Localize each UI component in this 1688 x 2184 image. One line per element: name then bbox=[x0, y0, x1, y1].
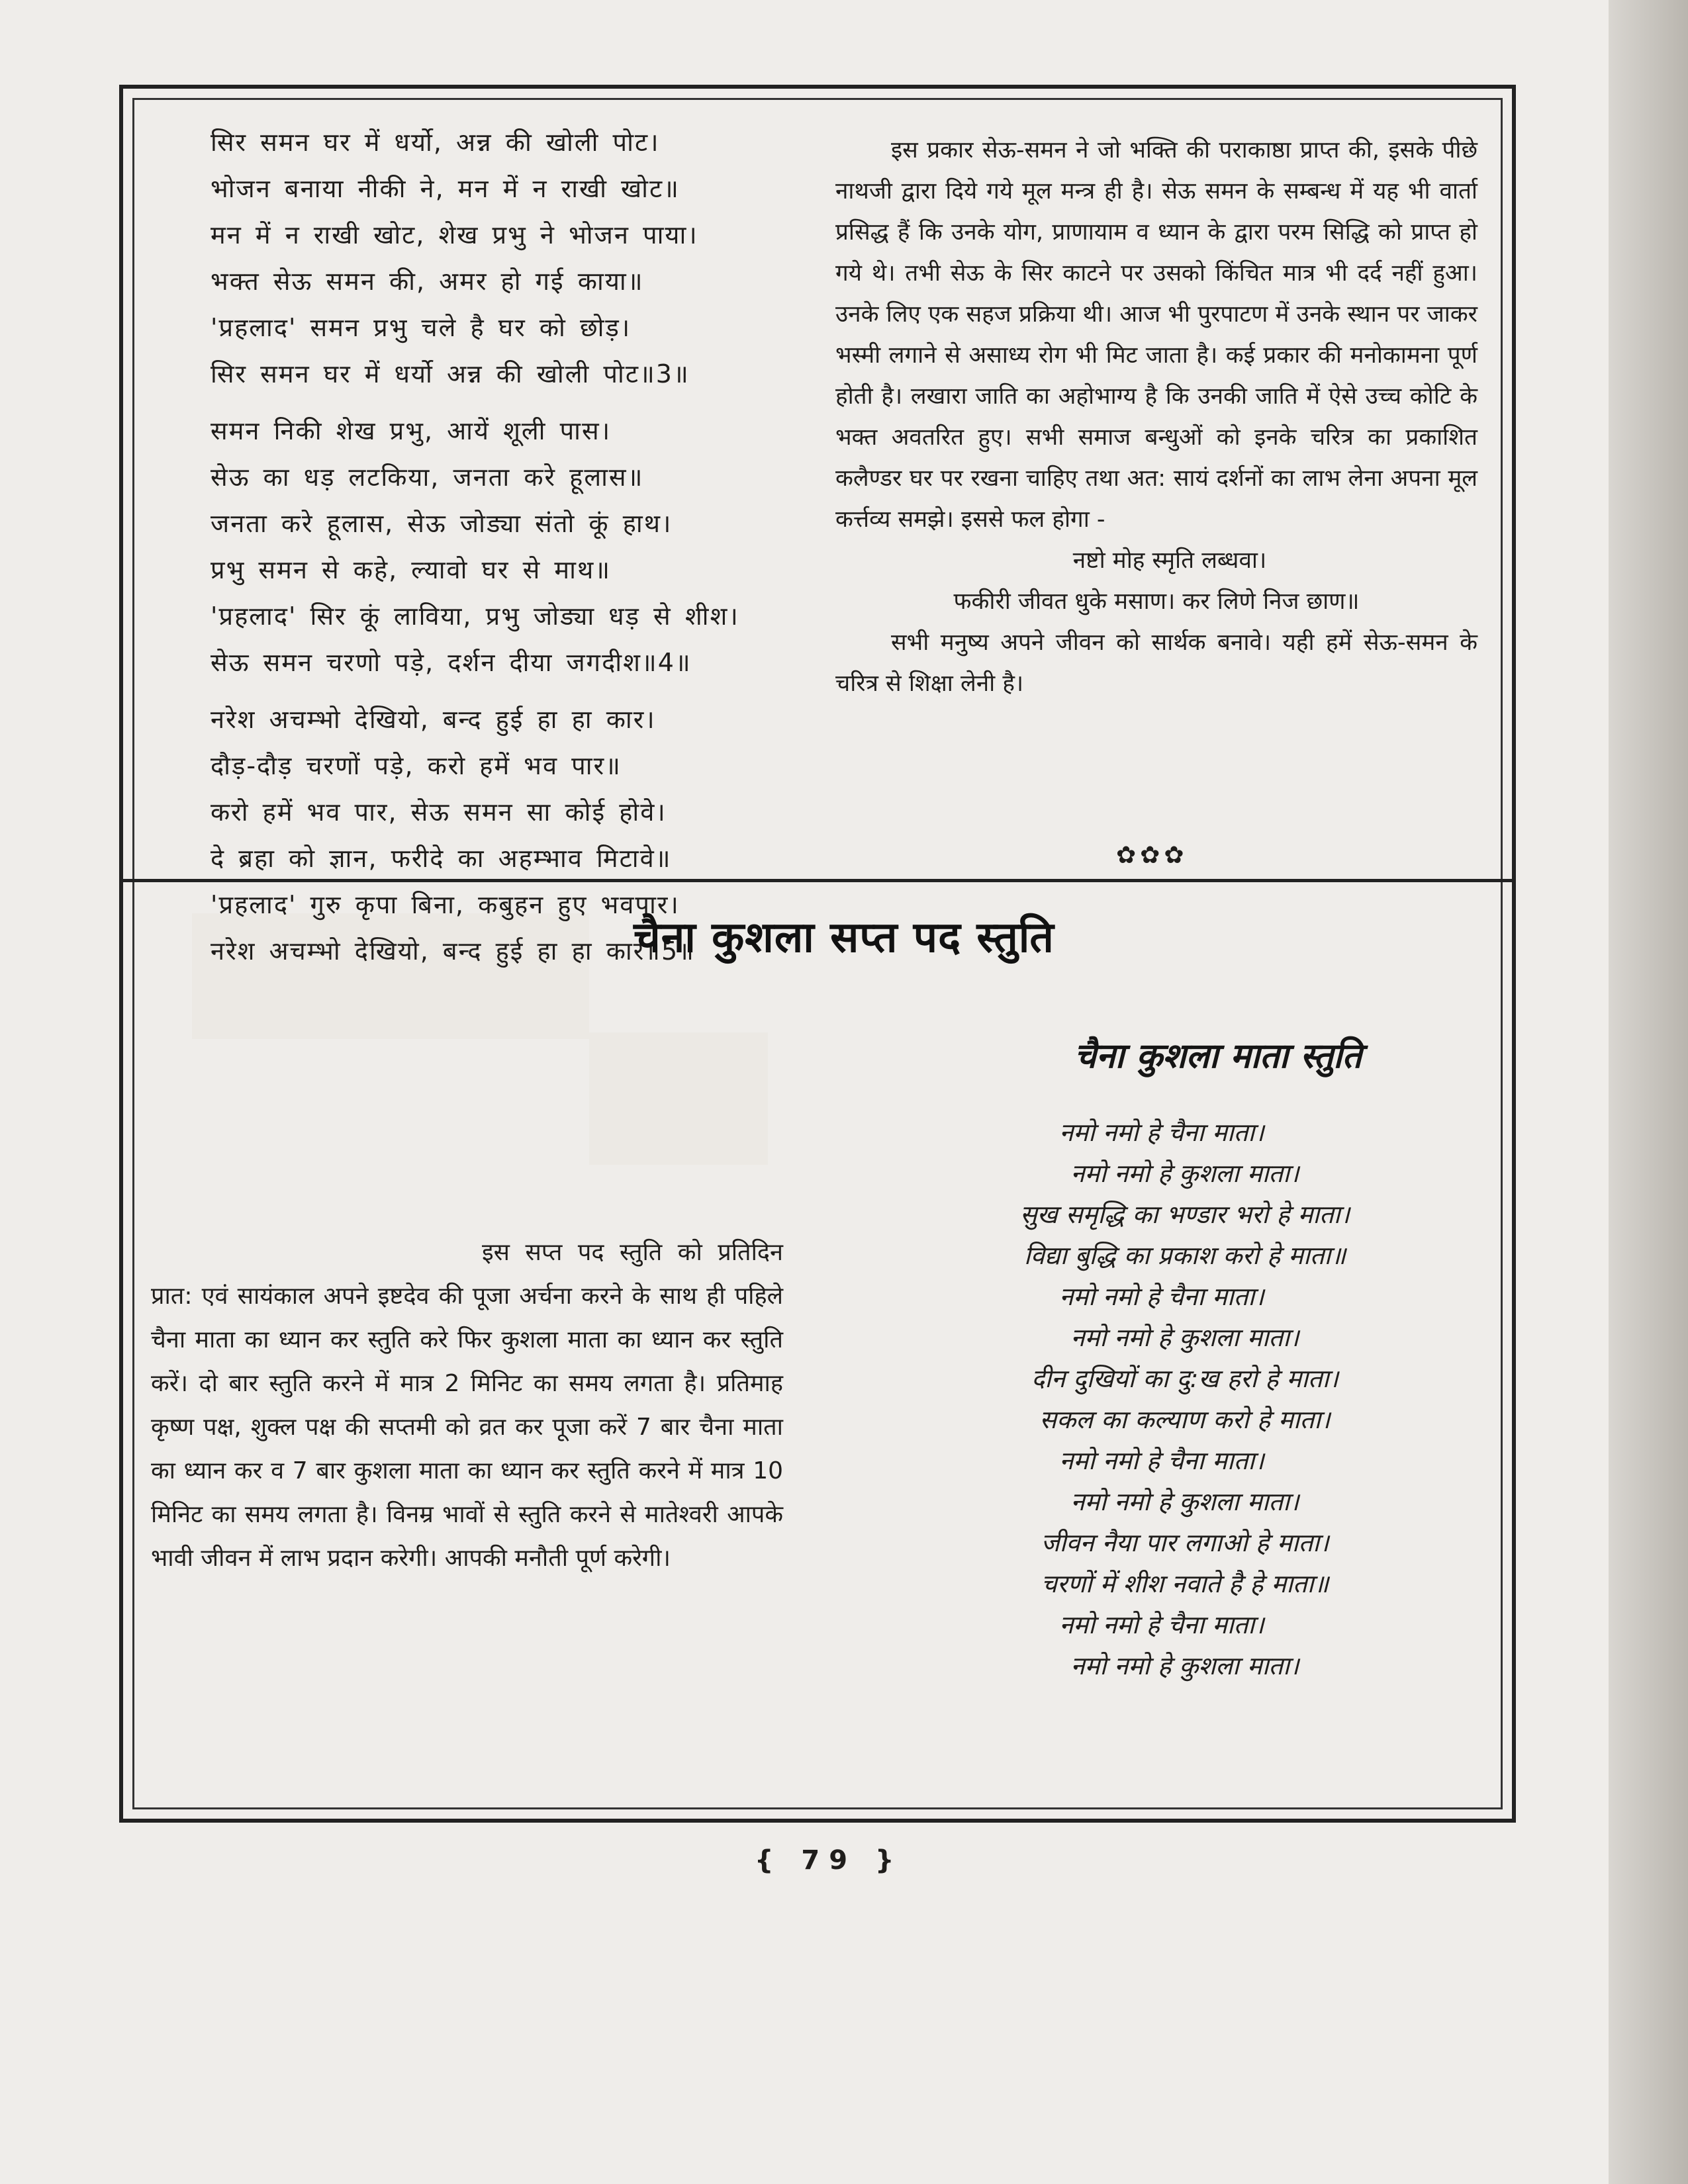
stuti-line: दीन दुखियों का दु:ख हरो हे माता। bbox=[1031, 1364, 1338, 1393]
verse-line: मन में न राखी खोट, शेख प्रभु ने भोजन पाया। bbox=[211, 220, 698, 250]
verse-line: समन निकी शेख प्रभु, आयें शूली पास। bbox=[211, 416, 612, 445]
verse-stanza-3 bbox=[211, 119, 780, 397]
stuti-line: विद्या बुद्धि का प्रकाश करो हे माता॥ bbox=[1023, 1241, 1346, 1270]
stuti-line: सुख समृद्धि का भण्डार भरो हे माता। bbox=[1019, 1200, 1350, 1229]
verse-line: नरेश अचम्भो देखियो, बन्द हुई हा हा कार॥5॥ bbox=[211, 936, 695, 966]
section-heading: चैना कुशला सप्त पद स्तुति bbox=[633, 913, 1055, 962]
stuti-verses bbox=[887, 1112, 1483, 1686]
stuti-subheading: चैना कुशला माता स्तुति bbox=[1074, 1036, 1362, 1076]
verse-line: जनता करे हूलास, सेऊ जोड्या संतो कूं हाथ। bbox=[211, 509, 673, 538]
page-number: { 79 } bbox=[755, 1845, 904, 1876]
verse-line: भक्त सेऊ समन की, अमर हो गई काया॥ bbox=[211, 267, 644, 296]
stuti-line: नमो नमो हे कुशला माता। bbox=[1070, 1487, 1299, 1516]
page-edge-shadow bbox=[1609, 0, 1688, 2184]
verse-line: 'प्रहलाद' गुरु कृपा बिना, कबुहन हुए भवपार। bbox=[211, 890, 680, 919]
stuti-line: नमो नमो हे चैना माता। bbox=[1059, 1610, 1264, 1639]
prose-bottom-column bbox=[151, 1231, 783, 1580]
stuti-line: सकल का कल्याण करो हे माता। bbox=[1039, 1405, 1331, 1434]
verse-line: सिर समन घर में धर्यो अन्न की खोली पोट॥3॥ bbox=[211, 359, 690, 388]
stuti-line: जीवन नैया पार लगाओ हे माता। bbox=[1041, 1528, 1329, 1557]
verse-line: करो हमें भव पार, सेऊ समन सा कोई होवे। bbox=[211, 797, 667, 827]
stuti-line: चरणों में शीश नवाते है हे माता॥ bbox=[1041, 1569, 1329, 1598]
verse-line: सेऊ समन चरणो पड़े, दर्शन दीया जगदीश॥4॥ bbox=[211, 648, 692, 677]
verse-line: भोजन बनाया नीकी ने, मन में न राखी खोट॥ bbox=[211, 174, 680, 203]
flower-ornament-icon: ✿✿✿ bbox=[1116, 842, 1188, 869]
prose-paragraph: सभी मनुष्य अपने जीवन को सार्थक बनावे। यही हमें सेऊ-समन के चरित्र से शिक्षा लेनी है। bbox=[835, 629, 1477, 697]
verse-line: नरेश अचम्भो देखियो, बन्द हुई हा हा कार। bbox=[211, 705, 656, 734]
verse-line: प्रभु समन से कहे, ल्यावो घर से माथ॥ bbox=[211, 555, 612, 584]
verse-stanza-4 bbox=[211, 408, 780, 686]
verse-line: 'प्रहलाद' सिर कूं लाविया, प्रभु जोड्या धड़ से शीश। bbox=[211, 602, 739, 631]
verse-line: दौड़-दौड़ चरणों पड़े, करो हमें भव पार॥ bbox=[211, 751, 622, 780]
stuti-line: नमो नमो हे कुशला माता। bbox=[1070, 1651, 1299, 1680]
stuti-line: नमो नमो हे चैना माता। bbox=[1059, 1446, 1264, 1475]
prose-paragraph: इस प्रकार सेऊ-समन ने जो भक्ति की पराकाष्ठा प्राप्त की, इसके पीछे नाथजी द्वारा दिये गये मूल मन्त्र ही है। सेऊ समन के सम्बन्ध में यह भी वार्ता प्रसिद्ध हैं कि उनके योग, प्राणायाम व ध्यान के द्वारा परम सिद्धि को प्राप्त हो गये थे। तभी सेऊ के सिर काटने पर उसको किंचित मात्र भी दर्द नहीं हुआ। उनके लिए एक सहज प्रक्रिया थी। आज भी पुरपाटण में उनके स्थान पर जाकर भस्मी लगाने से असाध्य रोग भी मिट जाता है। कई प्रकार की मनोकामना पूर्ण होती है। लखारा जाति का अहोभाग्य है कि उनकी जाति में ऐसे उच्च कोटि के भक्त अवतरित हुए। सभी समाज बन्धुओं को इनके चरित्र का प्रकाशित कलैण्डर घर पर रखना चाहिए तथा अत: सायं दर्शनों का लाभ लेना अपना मूल कर्त्तव्य समझे। इससे फल होगा - bbox=[835, 137, 1477, 533]
stuti-line: नमो नमो हे चैना माता। bbox=[1059, 1282, 1264, 1311]
verse-line: सिर समन घर में धर्यो, अन्न की खोली पोट। bbox=[211, 128, 660, 157]
quote-line: फकीरी जीवत धुके मसाण। कर लिणे निज छाण॥ bbox=[953, 588, 1360, 615]
verse-column bbox=[211, 119, 780, 985]
verse-line: 'प्रहलाद' समन प्रभु चले है घर को छोड़। bbox=[211, 313, 632, 342]
prose-paragraph: इस सप्त पद स्तुति को प्रतिदिन प्रात: एवं सायंकाल अपने इष्टदेव की पूजा अर्चना करने के साथ ही पहिले चैना माता का ध्यान कर स्तुति करे फिर कुशला माता का ध्यान कर स्तुति करें। दो बार स्तुति करने में मात्र 2 मिनिट का समय लगता है। प्रतिमाह कृष्ण पक्ष, शुक्ल पक्ष की सप्तमी को व्रत कर पूजा करें 7 बार चैना माता का ध्यान कर व 7 बार कुशला माता का ध्यान कर स्तुति करने में मात्र 10 मिनिट का समय लगता है। विनम्र भावों से स्तुति करने से मातेश्वरी आपके भावी जीवन में लाभ प्रदान करेगी। आपकी मनौती पूर्ण करेगी। bbox=[151, 1239, 783, 1572]
stuti-line: नमो नमो हे चैना माता। bbox=[1059, 1118, 1264, 1147]
prose-top-column bbox=[835, 130, 1477, 704]
stuti-line: नमो नमो हे कुशला माता। bbox=[1070, 1323, 1299, 1352]
quote-line: नष्टो मोह स्मृति लब्धवा। bbox=[1072, 547, 1267, 574]
verse-line: दे ब्रहा को ज्ञान, फरीदे का अहम्भाव मिटावे॥ bbox=[211, 844, 672, 873]
verse-line: सेऊ का धड़ लटकिया, जनता करे हूलास॥ bbox=[211, 463, 644, 492]
stuti-line: नमो नमो हे कुशला माता। bbox=[1070, 1159, 1299, 1188]
